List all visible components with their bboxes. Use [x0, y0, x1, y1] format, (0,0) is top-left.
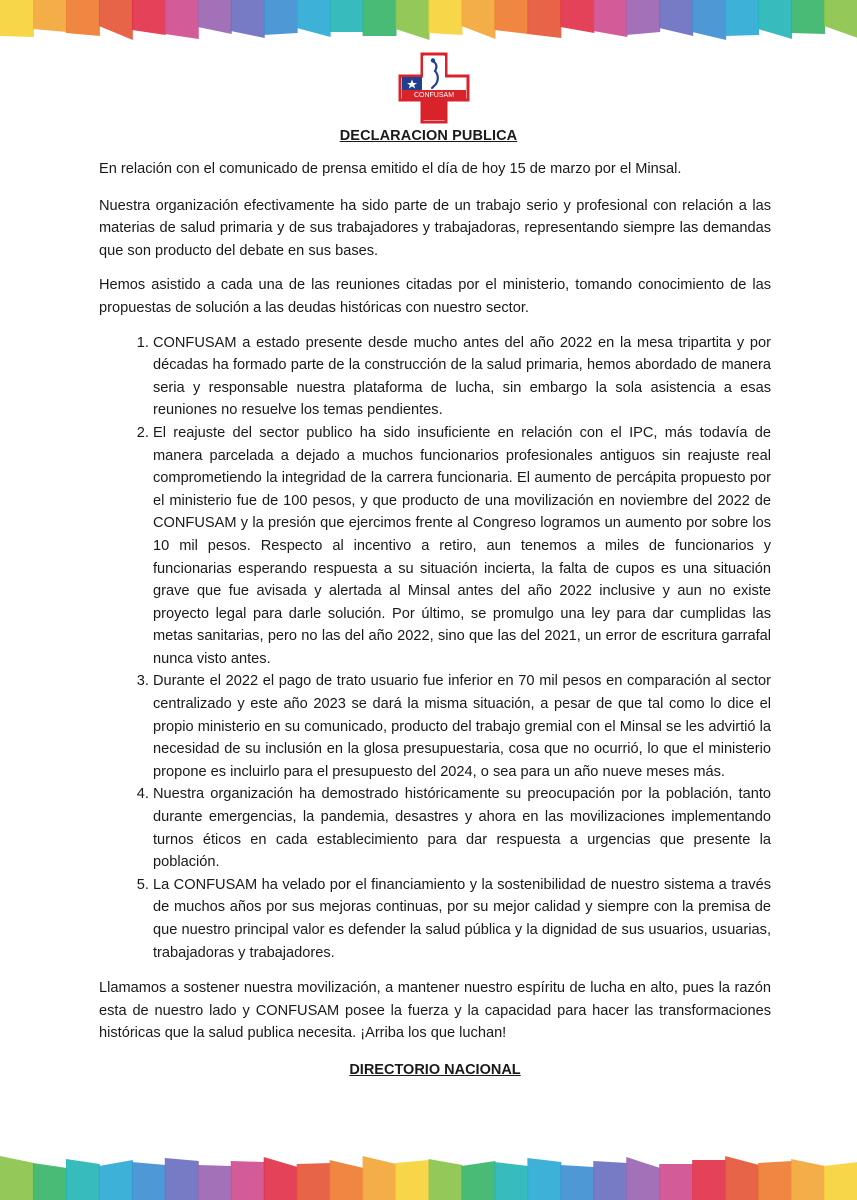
- banner-stripe: [99, 1160, 133, 1200]
- banner-stripe: [0, 0, 34, 37]
- banner-stripe: [659, 0, 693, 36]
- banner-stripe: [165, 1158, 199, 1200]
- banner-stripe: [231, 0, 265, 38]
- banner-stripe: [560, 0, 594, 33]
- banner-stripe: [791, 0, 825, 34]
- banner-stripe: [231, 1161, 265, 1200]
- bottom-decorative-banner: [0, 1150, 857, 1200]
- banner-stripe: [330, 1160, 364, 1200]
- banner-stripe: [527, 0, 561, 38]
- banner-stripe: [527, 1158, 561, 1200]
- list-item: 3. Durante el 2022 el pago de trato usuario fue inferior en 70 mil pesos en comparación al sector centralizado y este año 2023 se dará la misma situación, a pesar de que tal como lo dice el propio ministerio en su comunicado, producto del trabajo gremial con el Minsal se les advirtió la necesidad de su inclusión en la glosa presupuestaria, cosa que no ocurrió, lo que el ministerio propone es incluirlo para el presupuesto del 2024, o sea para un año nueve meses más.: [153, 670, 771, 783]
- confusam-logo-graphic: [398, 52, 470, 124]
- banner-stripe: [824, 1162, 857, 1200]
- banner-stripe: [494, 0, 528, 34]
- banner-stripe: [626, 1157, 660, 1200]
- list-item: 1. CONFUSAM a estado presente desde mucho antes del año 2022 en la mesa tripartita y por décadas ha formado parte de la construcción de la salud primaria, hemos abordado de manera seria y responsable nuestra plataforma de lucha, sin embargo la sola asistencia a esas reuniones no resuelve los temas pendientes.: [153, 332, 771, 422]
- paragraph-closing: Llamamos a sostener nuestra movilización, a mantener nuestro espíritu de lucha en alto, pues la razón esta de nuestro lado y CONFUSAM posee la fuerza y la capacidad para hacer las transformaciones históricas que la salud publica necesita. ¡Arriba los que luchan!: [99, 980, 771, 1042]
- list-item: 2. El reajuste del sector publico ha sido insuficiente en relación con el IPC, más todavía de manera parcelada a dejado a muchos funcionarios profesionales antiguos sin reajuste real comprometiendo la integridad de la carrera funcionaria. El aumento de percápita propuesto por el ministerio fue de 100 pesos, y que producto de una movilización en noviembre del 2022 de CONFUSAM y la presión que ejercimos frente al Congreso logramos un aumento por sobre los 10 mil pesos. Respecto al incentivo a retiro, aun tenemos a miles de funcionarios y funcionarias esperando respuesta a su situación incierta, la falta de cupos es una situación grave que fue avisada y alertada al Minsal antes del año 2022 inclusive y aun no existe proyecto legal para darle solución. Por último, se promulgo una ley para dar cumplidas las metas sanitarias, pero no las del año 2022, sino que las del 2021, un error de escritura garrafal nunca visto antes.: [153, 422, 771, 671]
- banner-stripe: [396, 0, 430, 40]
- banner-stripe: [363, 0, 397, 36]
- banner-stripe: [198, 0, 232, 34]
- banner-stripe: [725, 0, 759, 36]
- banner-stripe: [99, 0, 133, 40]
- banner-stripe: [396, 1160, 430, 1200]
- banner-stripe: [692, 0, 726, 40]
- banner-stripe: [363, 1156, 397, 1200]
- banner-stripe: [692, 1160, 726, 1200]
- banner-stripe: [429, 1159, 463, 1200]
- banner-stripe: [791, 1159, 825, 1200]
- banner-stripe: [297, 0, 331, 37]
- banner-stripe: [593, 0, 627, 37]
- banner-stripe: [165, 0, 199, 39]
- banner-stripe: [758, 0, 792, 39]
- banner-stripe: [0, 1156, 34, 1200]
- paragraph-organization: Nuestra organización efectivamente ha sido parte de un trabajo serio y profesional con relación a las materias de salud primaria y de sus trabajadores y trabajadoras, representando siempre las demandas que son producto del debate en sus bases.: [99, 197, 771, 259]
- document-title: DECLARACION PUBLICA: [339, 128, 518, 144]
- banner-stripe: [626, 0, 660, 35]
- banner-stripe: [297, 1163, 331, 1200]
- banner-stripe: [33, 0, 67, 32]
- banner-stripe: [33, 1163, 67, 1200]
- top-banner-graphic: [0, 0, 857, 46]
- banner-stripe: [429, 0, 463, 35]
- banner-stripe: [330, 0, 364, 32]
- banner-stripe: [494, 1162, 528, 1200]
- paragraph-meetings: Hemos asistido a cada una de las reuniones citadas por el ministerio, tomando conocimiento de las propuestas de solución a las deudas históricas con nuestro sector.: [99, 277, 771, 316]
- banner-stripe: [66, 0, 100, 36]
- banner-stripe: [264, 1157, 298, 1200]
- banner-stripe: [132, 0, 166, 35]
- banner-stripe: [593, 1161, 627, 1200]
- document-body: [99, 158, 771, 1082]
- banner-stripe: [132, 1162, 166, 1200]
- banner-stripe: [461, 1161, 495, 1200]
- banner-stripe: [198, 1165, 232, 1200]
- top-decorative-banner: [0, 0, 857, 46]
- paragraph-intro: En relación con el comunicado de prensa emitido el día de hoy 15 de marzo por el Minsal.: [99, 161, 682, 177]
- numbered-points-list: [99, 332, 771, 965]
- confusam-logo: [398, 52, 470, 124]
- signature: DIRECTORIO NACIONAL: [349, 1061, 521, 1078]
- banner-stripe: [824, 0, 857, 38]
- list-item: 5. La CONFUSAM ha velado por el financiamiento y la sostenibilidad de nuestro sistema a través de muchos años por sus mejoras continuas, por su mejor calidad y siempre con la premisa de que nuestro principal valor es defender la salud pública y la dignidad de sus usuarios, usuarias, trabajadoras y trabajadores.: [153, 874, 771, 964]
- bottom-banner-graphic: [0, 1150, 857, 1200]
- banner-stripe: [725, 1156, 759, 1200]
- banner-stripe: [264, 0, 298, 35]
- banner-stripe: [560, 1165, 594, 1200]
- banner-stripe: [66, 1159, 100, 1200]
- logo-text: CONFUSAM: [413, 92, 455, 99]
- banner-stripe: [461, 0, 495, 39]
- banner-stripe: [659, 1164, 693, 1200]
- banner-stripe: [758, 1161, 792, 1200]
- list-item: 4. Nuestra organización ha demostrado históricamente su preocupación por la población, tanto durante emergencias, la pandemia, desastres y ahora en las movilizaciones implementando turnos éticos en cada establecimiento para dar respuesta a urgencias que presente la población.: [153, 783, 771, 873]
